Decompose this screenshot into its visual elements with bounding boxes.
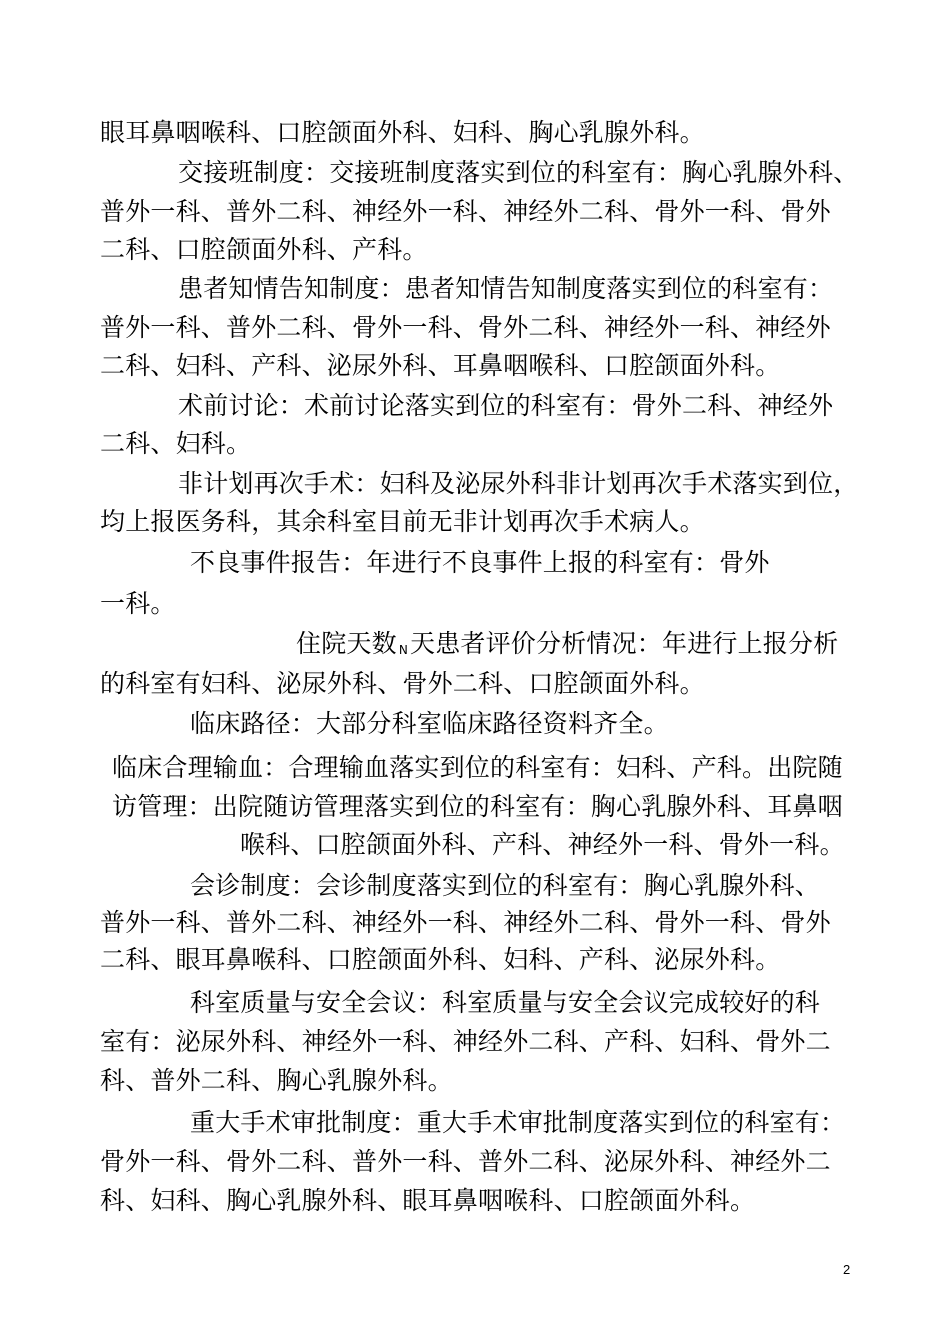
paragraph-line: 临床路径：大部分科室临床路径资料齐全。 xyxy=(190,709,669,738)
paragraph-line: 二科、眼耳鼻喉科、口腔颌面外科、妇科、产科、泌尿外科。 xyxy=(100,945,781,974)
paragraph-line: 室有：泌尿外科、神经外一科、神经外二科、产科、妇科、骨外二 xyxy=(100,1027,831,1056)
paragraph-line: 普外一科、普外二科、神经外一科、神经外二科、骨外一科、骨外 xyxy=(100,197,831,226)
text-run: 住院天数 xyxy=(296,629,397,658)
paragraph-line: 非计划再次手术：妇科及泌尿外科非计划再次手术落实到位， xyxy=(178,469,859,498)
paragraph-line: 眼耳鼻咽喉科、口腔颌面外科、妇科、胸心乳腺外科。 xyxy=(100,118,705,147)
paragraph-line: 科、妇科、胸心乳腺外科、眼耳鼻咽喉科、口腔颌面外科。 xyxy=(100,1186,756,1215)
paragraph-line: 均上报医务科，其余科室目前无非计划再次手术病人。 xyxy=(100,507,705,536)
paragraph-line: 科、普外二科、胸心乳腺外科。 xyxy=(100,1066,453,1095)
paragraph-line: 一科。 xyxy=(100,589,176,618)
paragraph-line: 访管理：出院随访管理落实到位的科室有：胸心乳腺外科、耳鼻咽 xyxy=(112,792,843,821)
paragraph-line: 重大手术审批制度：重大手术审批制度落实到位的科室有： xyxy=(190,1108,846,1137)
paragraph-line xyxy=(296,628,838,666)
page-number: 2 xyxy=(843,1262,851,1277)
paragraph-line: 普外一科、普外二科、神经外一科、神经外二科、骨外一科、骨外 xyxy=(100,908,831,937)
paragraph-line: 不良事件报告：年进行不良事件上报的科室有：骨外 xyxy=(190,548,770,577)
paragraph-line: 交接班制度：交接班制度落实到位的科室有：胸心乳腺外科、 xyxy=(178,158,859,187)
subscript-n: N xyxy=(398,643,408,657)
paragraph-line: 患者知情告知制度：患者知情告知制度落实到位的科室有： xyxy=(178,274,834,303)
text-run: 天患者评价分析情况：年进行上报分析 xyxy=(410,629,839,658)
paragraph-line: 术前讨论：术前讨论落实到位的科室有：骨外二科、神经外 xyxy=(178,391,834,420)
paragraph-line: 普外一科、普外二科、骨外一科、骨外二科、神经外一科、神经外 xyxy=(100,313,831,342)
paragraph-line: 临床合理输血：合理输血落实到位的科室有：妇科、产科。出院随 xyxy=(112,753,843,782)
paragraph-line: 喉科、口腔颌面外科、产科、神经外一科、骨外一科。 xyxy=(240,830,845,859)
paragraph-line: 会诊制度：会诊制度落实到位的科室有：胸心乳腺外科、 xyxy=(190,871,821,900)
paragraph-line: 科室质量与安全会议：科室质量与安全会议完成较好的科 xyxy=(190,988,821,1017)
paragraph-line: 二科、口腔颌面外科、产科。 xyxy=(100,235,428,264)
paragraph-line: 骨外一科、骨外二科、普外一科、普外二科、泌尿外科、神经外二 xyxy=(100,1147,831,1176)
paragraph-line: 的科室有妇科、泌尿外科、骨外二科、口腔颌面外科。 xyxy=(100,669,705,698)
paragraph-line: 二科、妇科。 xyxy=(100,429,252,458)
paragraph-line: 二科、妇科、产科、泌尿外科、耳鼻咽喉科、口腔颌面外科。 xyxy=(100,351,781,380)
